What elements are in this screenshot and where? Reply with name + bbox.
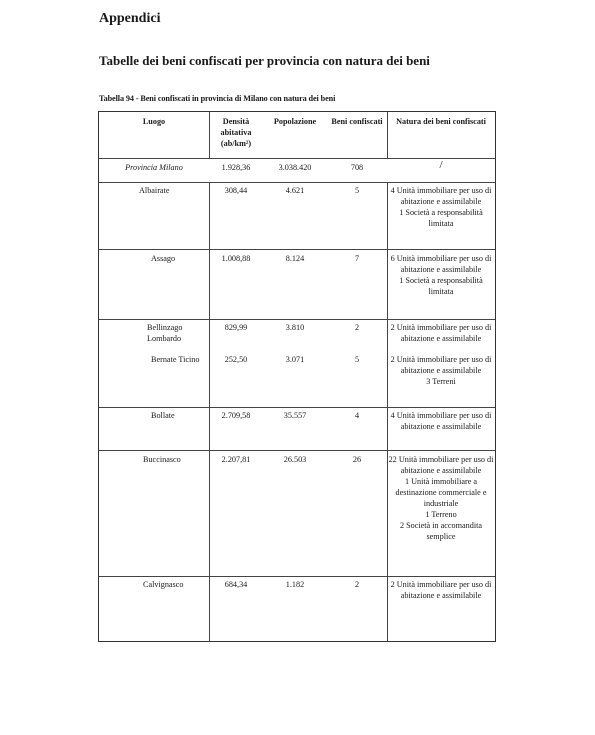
- header-popolazione: Popolazione: [273, 117, 317, 126]
- cell-natura: 2 Unità immobiliare per uso di abitazione e assimilabile: [390, 323, 492, 343]
- cell-densita: 2.709,58: [221, 411, 251, 420]
- cell-natura: 6 Unità immobiliare per uso di abitazione e assimilabile 1 Società a responsabilità limitata: [390, 254, 492, 296]
- cell-luogo: Albairate: [139, 186, 170, 195]
- cell-popolazione: 1.182: [285, 580, 305, 589]
- section-heading: Appendici: [99, 11, 161, 26]
- confiscated-assets-table: [98, 111, 496, 642]
- cell-popolazione: 3.071: [285, 355, 305, 364]
- cell-densita: 2.207,81: [221, 455, 251, 464]
- header-beni: Beni confiscati: [331, 117, 383, 126]
- cell-densita: 829,99: [224, 323, 248, 332]
- cell-luogo: Bellinzago Lombardo: [147, 323, 183, 343]
- header-densita: Densità abitativa (ab/km²): [220, 117, 252, 148]
- cell-popolazione: 8.124: [285, 254, 305, 263]
- cell-beni: 5: [354, 186, 360, 195]
- cell-luogo: Assago: [151, 254, 176, 263]
- cell-beni: 2: [354, 580, 360, 589]
- cell-popolazione: 35.557: [283, 411, 307, 420]
- cell-densita: 684,34: [224, 580, 248, 589]
- cell-densita: 1.008,88: [221, 254, 251, 263]
- cell-natura: /: [439, 159, 443, 171]
- cell-beni: 26: [352, 455, 362, 464]
- cell-popolazione: 4.621: [285, 186, 305, 195]
- cell-luogo: Bollate: [151, 411, 175, 420]
- cell-beni: 4: [354, 411, 360, 420]
- header-luogo: Luogo: [142, 117, 166, 126]
- row-divider: [99, 450, 495, 451]
- page-title: Tabelle dei beni confiscati per provincia con natura dei beni: [99, 53, 430, 68]
- table-caption: Tabella 94 - Beni confiscati in provincia di Milano con natura dei beni: [99, 94, 336, 103]
- row-divider: [99, 249, 495, 250]
- cell-natura: 4 Unità immobiliare per uso di abitazione e assimilabile 1 Società a responsabilità limitata: [390, 186, 492, 228]
- cell-natura: 22 Unità immobiliare per uso di abitazione e assimilabile 1 Unità immobiliare a destinazione commerciale e industriale 1 Terreno 2 Società in accomandita semplice: [388, 455, 494, 541]
- cell-beni: 2: [354, 323, 360, 332]
- cell-densita: 1.928,36: [221, 163, 251, 172]
- cell-densita: 308,44: [224, 186, 248, 195]
- cell-beni: 5: [354, 355, 360, 364]
- row-divider: [99, 407, 495, 408]
- cell-luogo: Provincia Milano: [125, 163, 183, 172]
- cell-natura: 2 Unità immobiliare per uso di abitazione e assimilabile: [390, 580, 492, 600]
- row-divider: [99, 182, 495, 183]
- cell-densita: 252,50: [224, 355, 248, 364]
- row-divider: [99, 319, 495, 320]
- cell-popolazione: 3.038.420: [278, 163, 312, 172]
- row-divider: [99, 158, 495, 159]
- cell-natura: 2 Unità immobiliare per uso di abitazione e assimilabile 3 Terreni: [390, 355, 492, 386]
- cell-luogo: Buccinasco: [143, 455, 181, 464]
- cell-beni: 708: [350, 163, 364, 172]
- cell-luogo: Calvignasco: [143, 580, 184, 589]
- row-divider: [99, 576, 495, 577]
- cell-popolazione: 3.810: [285, 323, 305, 332]
- cell-popolazione: 26.503: [283, 455, 307, 464]
- cell-luogo: Bernate Ticino: [151, 355, 200, 364]
- cell-natura: 4 Unità immobiliare per uso di abitazione e assimilabile: [390, 411, 492, 431]
- cell-beni: 7: [354, 254, 360, 263]
- header-natura: Natura dei beni confiscati: [396, 117, 486, 126]
